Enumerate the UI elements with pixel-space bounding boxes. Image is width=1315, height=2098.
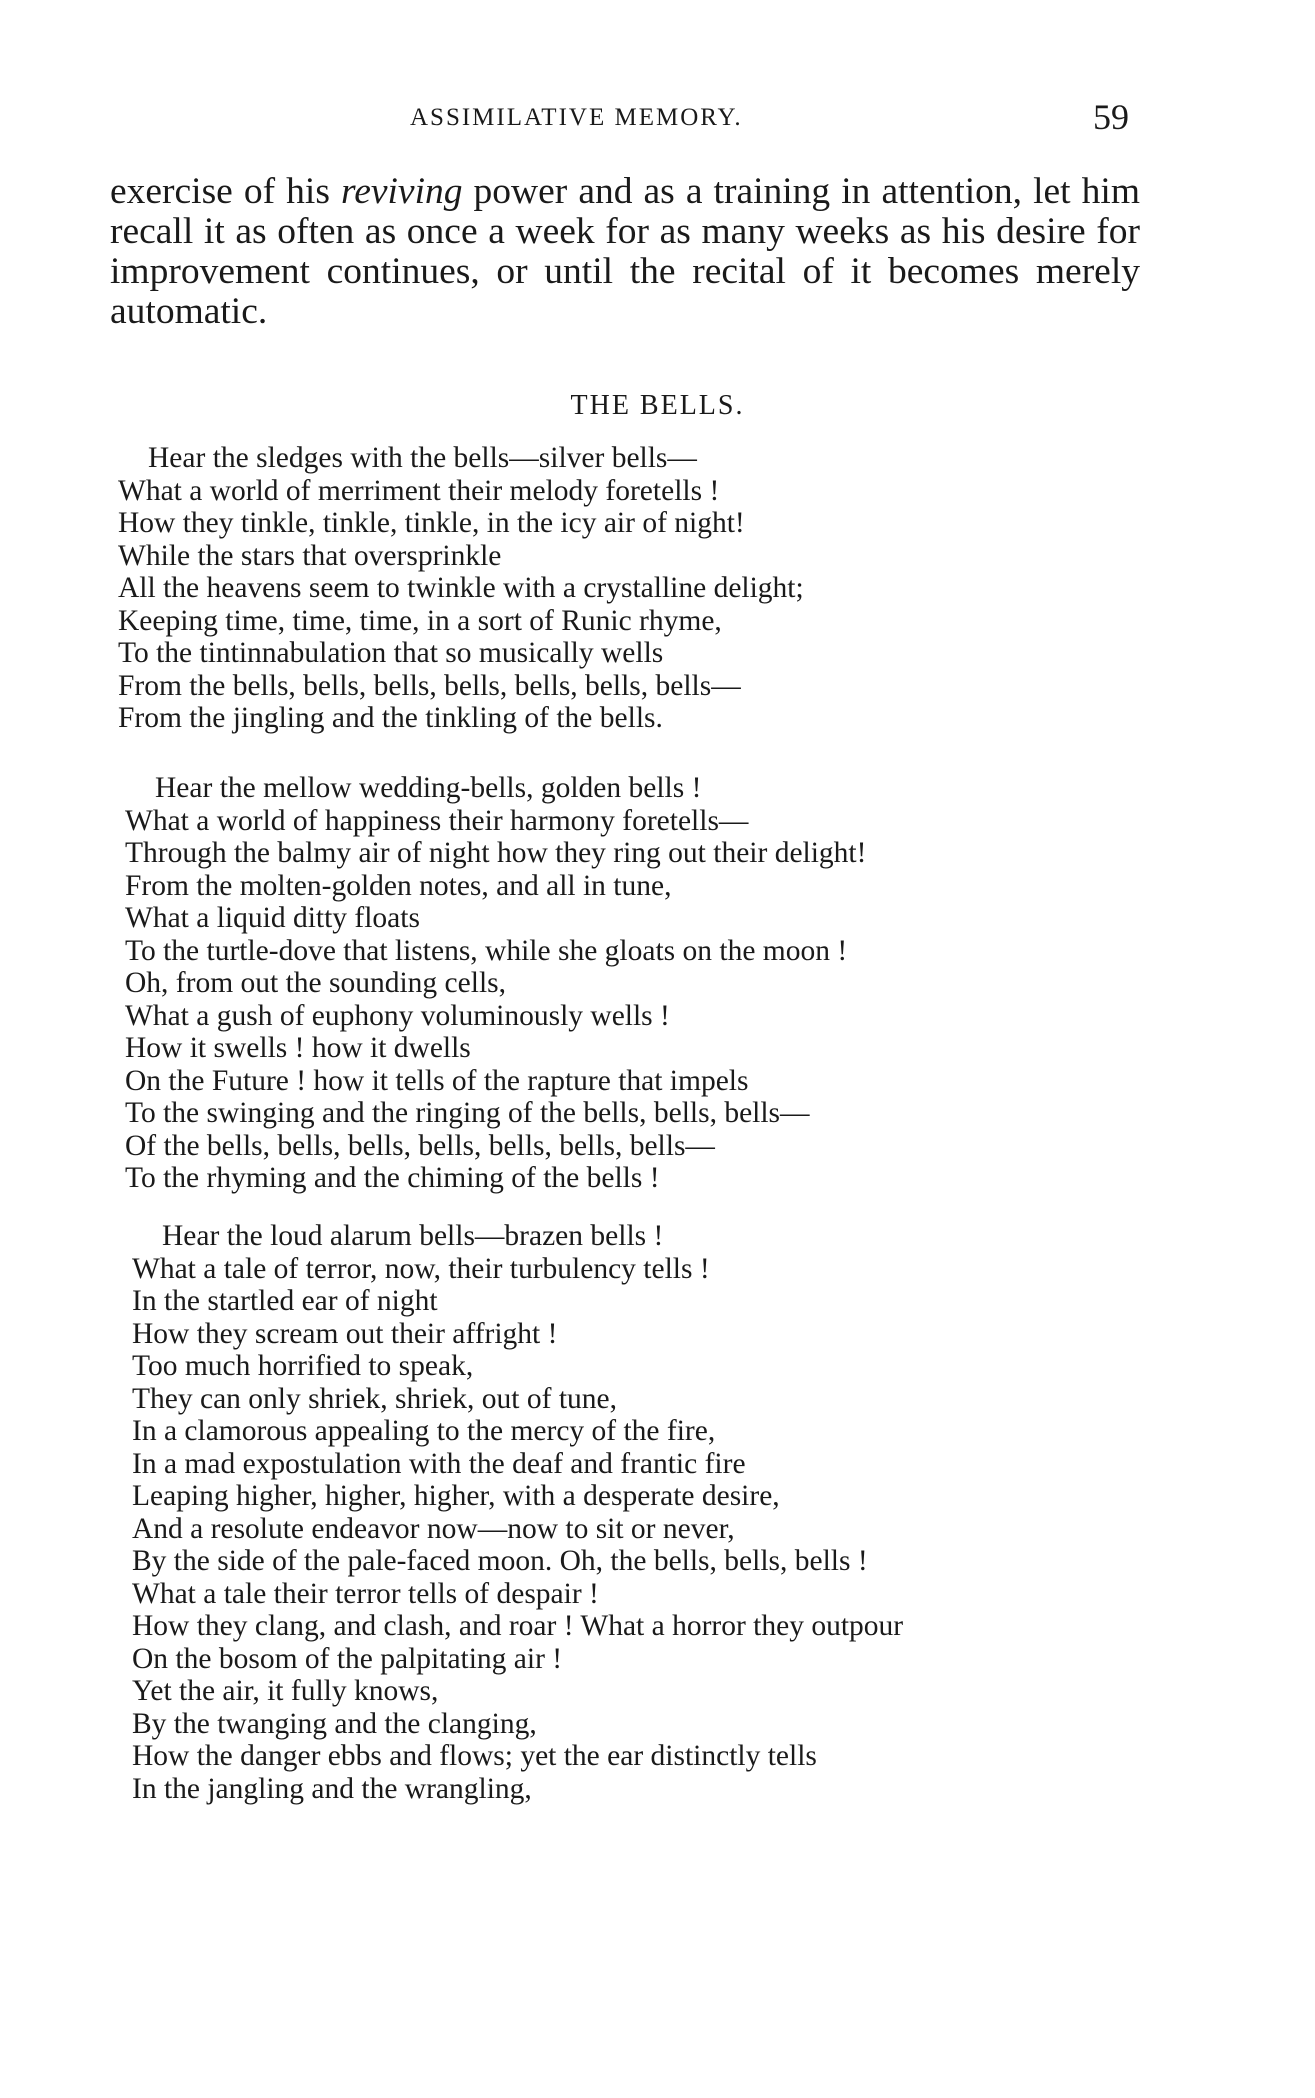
poem-line: From the bells, bells, bells, bells, bells, bells, bells—: [118, 669, 741, 702]
poem-line: How they tinkle, tinkle, tinkle, in the icy air of night!: [118, 507, 745, 539]
running-head: ASSIMILATIVE MEMORY.: [410, 104, 743, 131]
poem-line: To the swinging and the ringing of the bells, bells, bells—: [125, 1097, 810, 1129]
intro-text-start: exercise of his: [110, 171, 342, 212]
poem-line: Leaping higher, higher, higher, with a desperate desire,: [132, 1480, 780, 1512]
poem-line: Yet the air, it fully knows,: [132, 1675, 439, 1707]
poem-line: What a gush of euphony voluminously wells !: [125, 999, 670, 1032]
poem-line: From the molten-golden notes, and all in tune,: [125, 869, 672, 902]
poem-line: And a resolute endeavor now—now to sit or never,: [132, 1512, 735, 1545]
poem-line: In a mad expostulation with the deaf and frantic fire: [132, 1447, 746, 1480]
poem-line: Through the balmy air of night how they ring out their delight!: [125, 837, 867, 869]
poem-line: All the heavens seem to twinkle with a crystalline delight;: [118, 572, 804, 604]
poem-title: THE BELLS.: [570, 390, 745, 421]
poem-line: Keeping time, time, time, in a sort of Runic rhyme,: [118, 604, 722, 637]
poem-line: How they scream out their affright !: [132, 1317, 558, 1350]
poem-line: In the startled ear of night: [132, 1285, 438, 1317]
poem-line: On the Future ! how it tells of the rapture that impels: [125, 1064, 749, 1097]
poem-line: What a world of happiness their harmony foretells—: [125, 804, 749, 837]
intro-text-end: power and as a training in attention, let him recall it as often as once a week for as many weeks as his desire for improvement continues, or until the recital of it becomes merely automatic.: [110, 171, 1140, 332]
poem-line: To the tintinnabulation that so musically wells: [118, 637, 664, 669]
poem-line: What a liquid ditty floats: [125, 902, 420, 934]
intro-italic-word: reviving: [341, 171, 463, 212]
poem-line: What a world of merriment their melody foretells !: [118, 474, 720, 507]
poem-line: From the jingling and the tinkling of the bells.: [118, 702, 663, 734]
poem-line: How they clang, and clash, and roar ! What a horror they outpour: [132, 1610, 904, 1642]
poem-line: What a tale of terror, now, their turbulency tells !: [132, 1252, 710, 1285]
poem-line: Of the bells, bells, bells, bells, bells, bells, bells—: [125, 1129, 715, 1162]
poem-line: How the danger ebbs and flows; yet the ear distinctly tells: [132, 1740, 817, 1772]
poem-line: On the bosom of the palpitating air !: [132, 1642, 563, 1675]
poem-line: Hear the loud alarum bells—brazen bells !: [162, 1220, 664, 1252]
poem-line: To the turtle-dove that listens, while she gloats on the moon !: [125, 934, 848, 967]
poem-line: How it swells ! how it dwells: [125, 1032, 471, 1064]
poem-line: Too much horrified to speak,: [132, 1350, 474, 1382]
poem-line: Hear the mellow wedding-bells, golden bells !: [155, 772, 702, 804]
poem-line: By the twanging and the clanging,: [132, 1707, 537, 1740]
poem-stanza-2: [125, 772, 866, 1195]
poem-line: What a tale their terror tells of despair !: [132, 1577, 599, 1610]
page-number: 59: [1093, 97, 1129, 137]
intro-paragraph: [110, 172, 1140, 332]
poem-line: Hear the sledges with the bells—silver bells—: [148, 442, 697, 474]
poem-line: By the side of the pale-faced moon. Oh, the bells, bells, bells !: [132, 1545, 868, 1577]
poem-line: In the jangling and the wrangling,: [132, 1772, 532, 1805]
poem-line: To the rhyming and the chiming of the bells !: [125, 1162, 660, 1194]
poem-stanza-1: [118, 442, 804, 735]
poem-stanza-3: [132, 1220, 903, 1805]
poem-line: While the stars that oversprinkle: [118, 539, 502, 572]
poem-line: They can only shriek, shriek, out of tune,: [132, 1382, 617, 1415]
poem-line: Oh, from out the sounding cells,: [125, 967, 506, 999]
poem-line: In a clamorous appealing to the mercy of the fire,: [132, 1415, 716, 1447]
